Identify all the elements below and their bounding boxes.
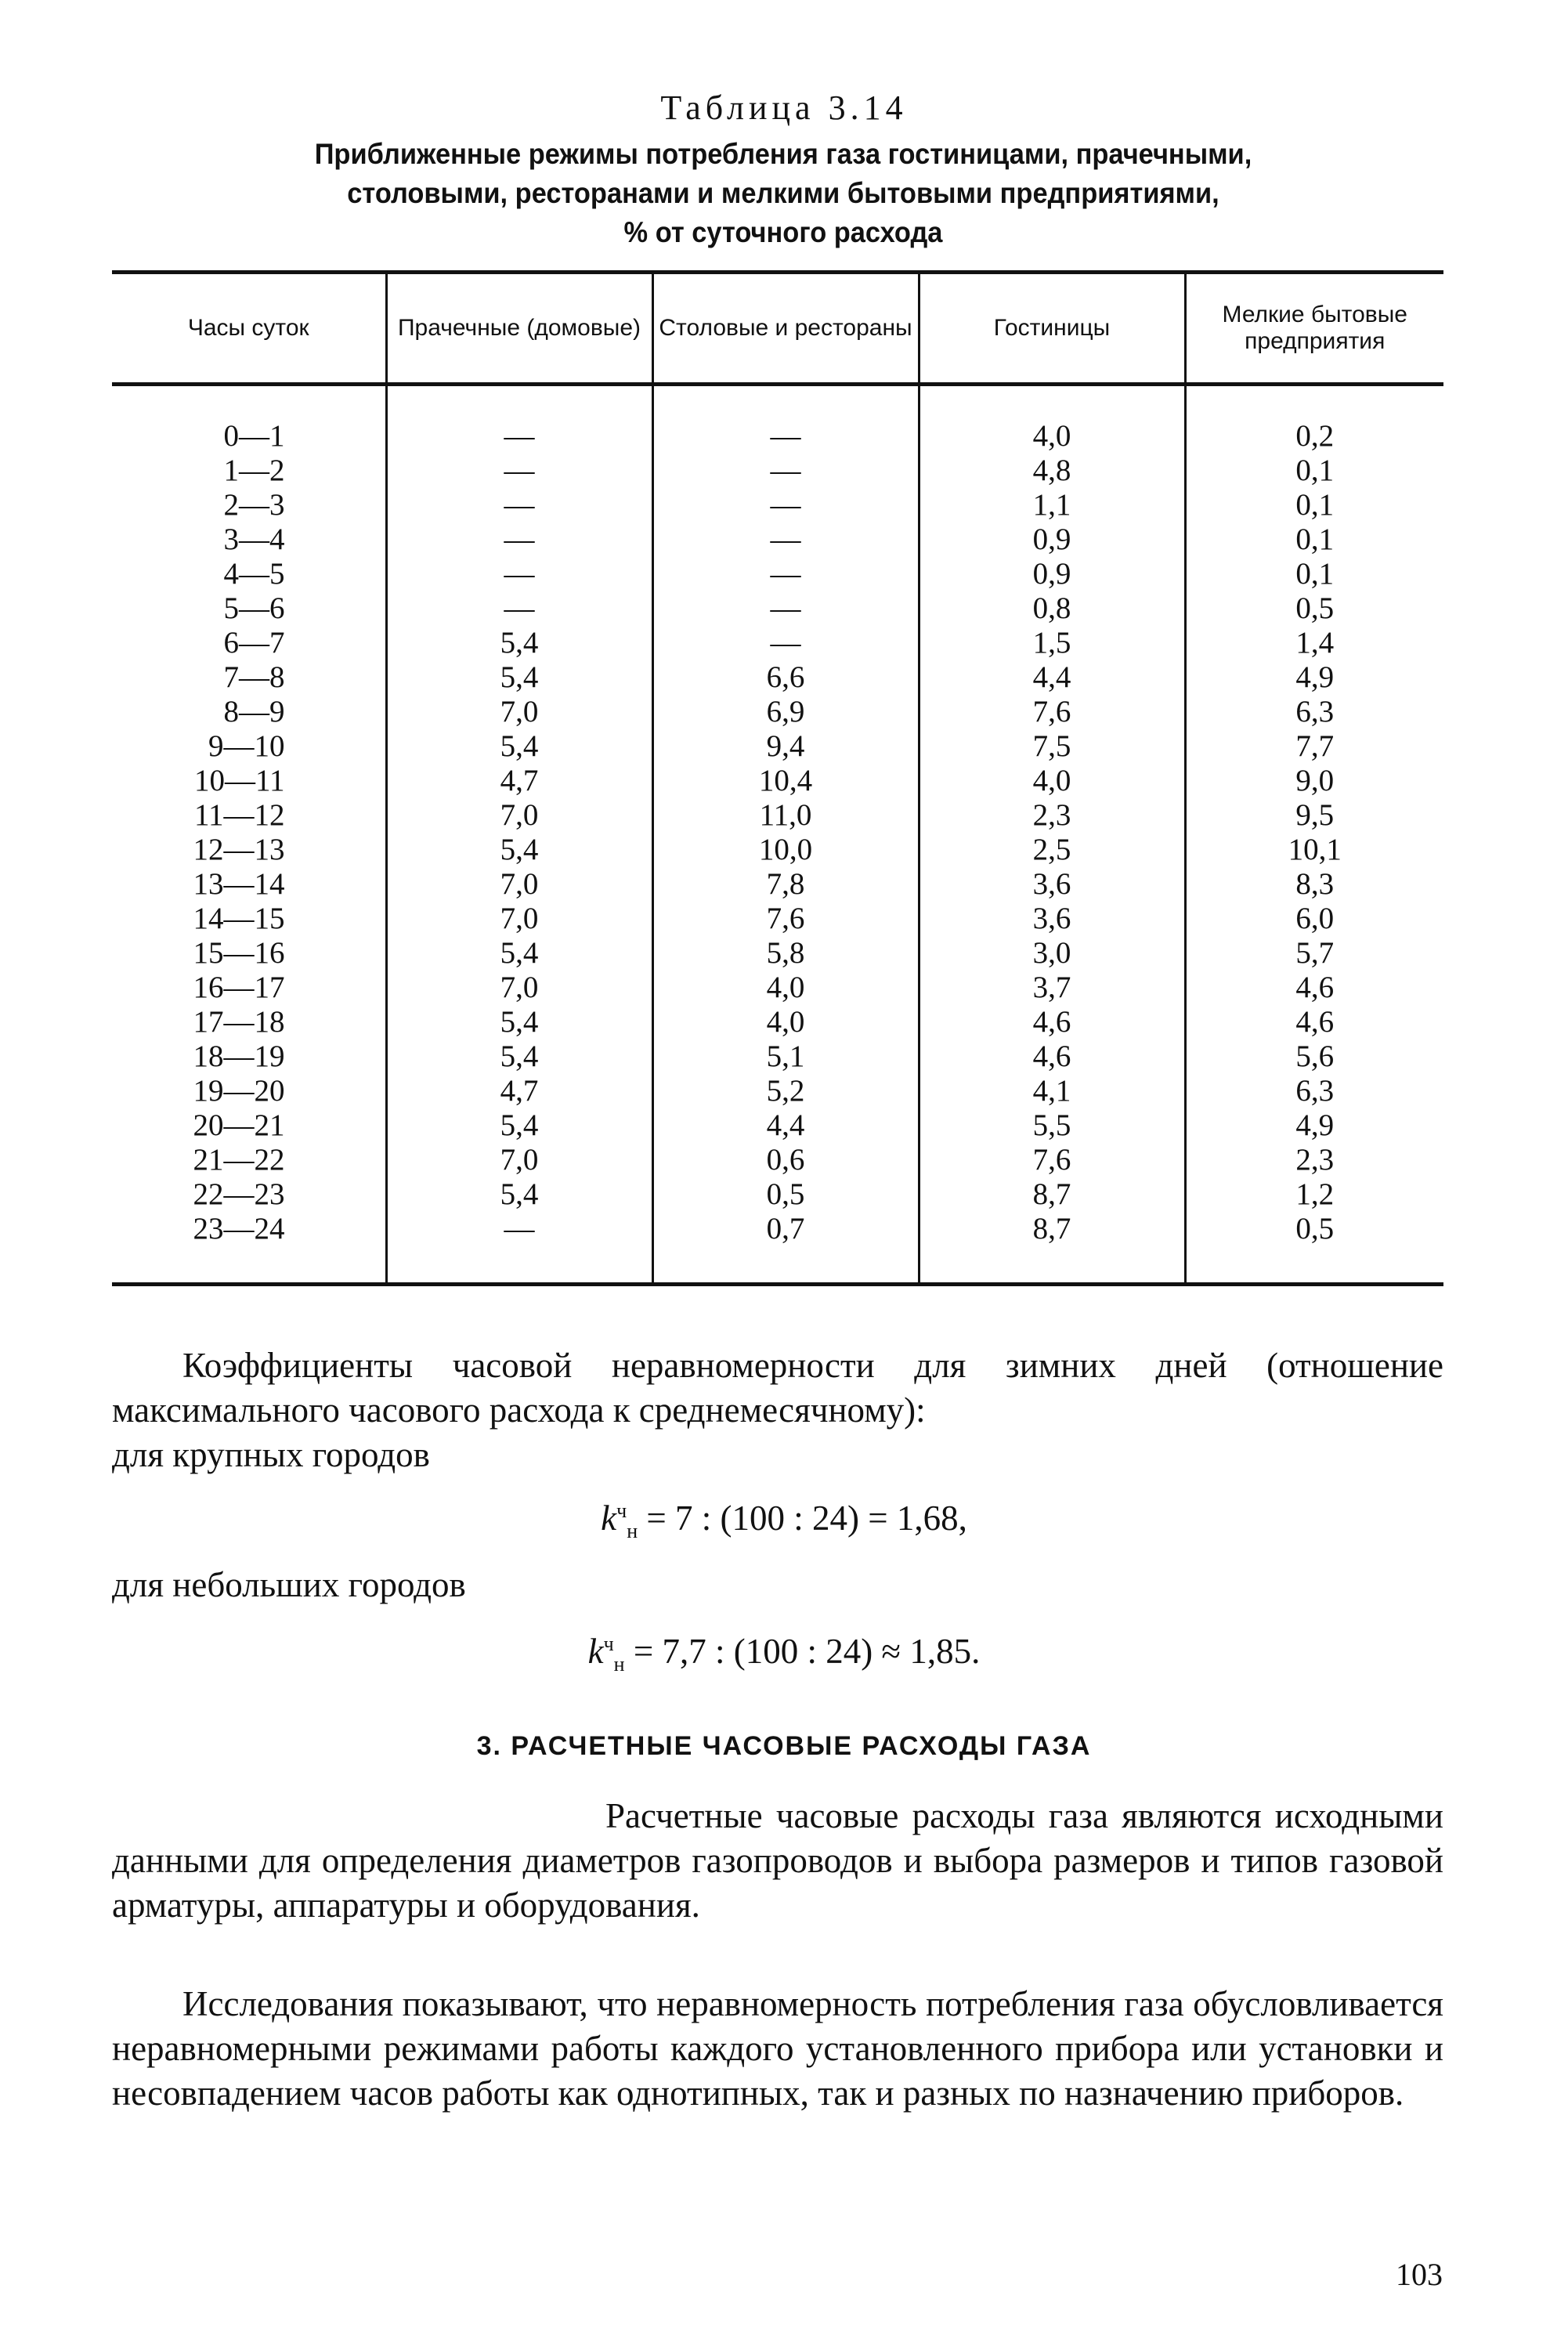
cell-hotels: 1,5 — [919, 626, 1185, 660]
cell-hotels: 4,6 — [919, 1039, 1185, 1074]
cell-small-enterprises: 4,9 — [1185, 1108, 1443, 1143]
cell-laundries: 4,7 — [386, 764, 652, 798]
cell-laundries: 7,0 — [386, 695, 652, 729]
table-caption — [201, 135, 1366, 252]
cell-hotels: 0,9 — [919, 557, 1185, 591]
cell-canteens: 0,5 — [652, 1177, 919, 1212]
caption-line: Приближенные режимы потребления газа гостиницами, прачечными, — [314, 138, 1252, 170]
cell-small-enterprises: 0,2 — [1185, 385, 1443, 454]
table-row — [112, 833, 1443, 867]
cell-hotels: 7,6 — [919, 1143, 1185, 1177]
table-header-row — [112, 273, 1443, 385]
cell-hours: 12—13 — [193, 833, 285, 866]
table-row — [112, 1143, 1443, 1177]
cell-canteens: 4,0 — [652, 1005, 919, 1039]
cell-canteens: 10,0 — [652, 833, 919, 867]
cell-laundries: 5,4 — [386, 1005, 652, 1039]
cell-hours: 1—2 — [223, 454, 285, 487]
cell-laundries: 5,4 — [386, 660, 652, 695]
formula-expression: = 7,7 : (100 : 24) ≈ 1,85. — [624, 1632, 981, 1671]
table-row — [112, 1212, 1443, 1285]
paragraph-design-flows: Расчетные часовые расходы газа являются исходными данными для определения диаметров газопроводов и выбора размеров и типов газовой арматуры, аппаратуры и оборудования. — [112, 1796, 1443, 1925]
cell-small-enterprises: 4,9 — [1185, 660, 1443, 695]
cell-hotels: 4,0 — [919, 385, 1185, 454]
cell-hours: 7—8 — [223, 660, 285, 694]
cell-hours: 4—5 — [223, 557, 285, 591]
cell-laundries: 7,0 — [386, 902, 652, 936]
table-label: Таблица 3.14 — [660, 89, 908, 127]
formula-superscript: ч — [616, 1499, 627, 1522]
cell-canteens: 4,4 — [652, 1108, 919, 1143]
cell-laundries: — — [386, 385, 652, 454]
table-row — [112, 660, 1443, 695]
cell-hotels: 1,1 — [919, 488, 1185, 522]
cell-small-enterprises: 9,5 — [1185, 798, 1443, 833]
cell-hotels: 2,5 — [919, 833, 1185, 867]
cell-laundries: 5,4 — [386, 626, 652, 660]
cell-hotels: 4,6 — [919, 1005, 1185, 1039]
coefficient-paragraph: Коэффициенты часовой неравномерности для зимних дней (отношение максимального часового расхода к среднемесячному): — [112, 1346, 1443, 1430]
formula-subscript: н — [613, 1653, 625, 1676]
cell-canteens: 9,4 — [652, 729, 919, 764]
cell-hotels: 7,6 — [919, 695, 1185, 729]
cell-laundries: 7,0 — [386, 798, 652, 833]
cell-canteens: — — [652, 626, 919, 660]
section-heading: 3. РАСЧЕТНЫЕ ЧАСОВЫЕ РАСХОДЫ ГАЗА — [476, 1731, 1092, 1761]
table-row — [112, 522, 1443, 557]
caption-line: % от суточного расхода — [623, 216, 943, 248]
cell-small-enterprises: 0,1 — [1185, 454, 1443, 488]
cell-hours: 2—3 — [223, 488, 285, 522]
cell-laundries: — — [386, 591, 652, 626]
cell-canteens: 10,4 — [652, 764, 919, 798]
large-cities-label: для крупных городов — [112, 1435, 430, 1474]
cell-hours: 14—15 — [193, 902, 285, 935]
cell-hours: 23—24 — [112, 1212, 386, 1285]
cell-small-enterprises: 5,7 — [1185, 936, 1443, 971]
cell-canteens: 5,1 — [652, 1039, 919, 1074]
formula-symbol: k — [601, 1499, 617, 1538]
formula-small-cities — [0, 1622, 1568, 1687]
cell-small-enterprises: 1,4 — [1185, 626, 1443, 660]
cell-canteens: 5,2 — [652, 1074, 919, 1108]
table-row — [112, 591, 1443, 626]
cell-canteens: — — [652, 488, 919, 522]
table-row — [112, 695, 1443, 729]
cell-laundries: 7,0 — [386, 1143, 652, 1177]
cell-hotels: 0,9 — [919, 522, 1185, 557]
cell-hours: 22—23 — [193, 1177, 285, 1211]
cell-hotels: 4,1 — [919, 1074, 1185, 1108]
cell-small-enterprises: 5,6 — [1185, 1039, 1443, 1074]
formula-superscript: ч — [603, 1632, 614, 1655]
cell-hotels: 0,8 — [919, 591, 1185, 626]
cell-hours: 5—6 — [223, 591, 285, 625]
cell-small-enterprises: 6,3 — [1185, 695, 1443, 729]
cell-hotels: 8,7 — [919, 1177, 1185, 1212]
cell-laundries: 7,0 — [386, 971, 652, 1005]
cell-hours: 17—18 — [193, 1005, 285, 1039]
cell-small-enterprises: 8,3 — [1185, 867, 1443, 902]
cell-hotels: 4,8 — [919, 454, 1185, 488]
table-body — [112, 385, 1443, 1285]
cell-hotels: 3,6 — [919, 867, 1185, 902]
header-small-enterprises: Мелкие бытовые предприятия — [1185, 273, 1443, 385]
caption-line: столовыми, ресторанами и мелкими бытовыми предприятиями, — [347, 177, 1219, 209]
cell-hotels: 8,7 — [919, 1212, 1185, 1285]
table-row — [112, 1108, 1443, 1143]
cell-small-enterprises: 0,1 — [1185, 557, 1443, 591]
cell-small-enterprises: 7,7 — [1185, 729, 1443, 764]
cell-canteens: 6,9 — [652, 695, 919, 729]
cell-hours: 9—10 — [208, 729, 285, 763]
cell-hotels: 4,0 — [919, 764, 1185, 798]
header-hours: Часы суток — [112, 273, 386, 385]
cell-laundries: — — [386, 1212, 652, 1285]
table-row — [112, 626, 1443, 660]
cell-laundries: 7,0 — [386, 867, 652, 902]
formula-large-cities — [0, 1488, 1568, 1553]
cell-canteens: 7,6 — [652, 902, 919, 936]
table-row — [112, 1074, 1443, 1108]
cell-laundries: 5,4 — [386, 729, 652, 764]
table-row — [112, 971, 1443, 1005]
cell-laundries: — — [386, 488, 652, 522]
cell-laundries: 4,7 — [386, 1074, 652, 1108]
header-laundries: Прачечные (домовые) — [386, 273, 652, 385]
cell-canteens: — — [652, 591, 919, 626]
header-canteens: Столовые и рестораны — [652, 273, 919, 385]
cell-canteens: 5,8 — [652, 936, 919, 971]
cell-laundries: — — [386, 557, 652, 591]
cell-laundries: 5,4 — [386, 936, 652, 971]
cell-small-enterprises: 9,0 — [1185, 764, 1443, 798]
cell-small-enterprises: 0,1 — [1185, 488, 1443, 522]
cell-hours: 18—19 — [193, 1039, 285, 1073]
table-row — [112, 385, 1443, 454]
cell-small-enterprises: 2,3 — [1185, 1143, 1443, 1177]
cell-hotels: 5,5 — [919, 1108, 1185, 1143]
cell-laundries: — — [386, 522, 652, 557]
cell-hotels: 4,4 — [919, 660, 1185, 695]
cell-canteens: 6,6 — [652, 660, 919, 695]
cell-small-enterprises: 4,6 — [1185, 1005, 1443, 1039]
cell-canteens: 0,7 — [652, 1212, 919, 1285]
cell-laundries: 5,4 — [386, 1177, 652, 1212]
table-row — [112, 1005, 1443, 1039]
cell-hotels: 3,0 — [919, 936, 1185, 971]
cell-hotels: 3,7 — [919, 971, 1185, 1005]
cell-small-enterprises: 10,1 — [1185, 833, 1443, 867]
cell-hotels: 2,3 — [919, 798, 1185, 833]
table-row — [112, 729, 1443, 764]
table-row — [112, 488, 1443, 522]
cell-hours: 21—22 — [193, 1143, 285, 1177]
table-row — [112, 764, 1443, 798]
cell-hours: 15—16 — [193, 936, 285, 970]
header-hotels: Гостиницы — [919, 273, 1185, 385]
cell-small-enterprises: 1,2 — [1185, 1177, 1443, 1212]
cell-hotels: 3,6 — [919, 902, 1185, 936]
cell-canteens: 7,8 — [652, 867, 919, 902]
cell-canteens: — — [652, 454, 919, 488]
cell-hours: 3—4 — [223, 522, 285, 556]
cell-hours: 8—9 — [223, 695, 285, 728]
cell-small-enterprises: 4,6 — [1185, 971, 1443, 1005]
cell-canteens: 4,0 — [652, 971, 919, 1005]
table-row — [112, 1039, 1443, 1074]
formula-symbol: k — [587, 1632, 604, 1671]
cell-canteens: — — [652, 385, 919, 454]
cell-small-enterprises: 0,1 — [1185, 522, 1443, 557]
cell-canteens: 11,0 — [652, 798, 919, 833]
cell-hours: 10—11 — [193, 764, 285, 797]
cell-hotels: 7,5 — [919, 729, 1185, 764]
cell-canteens: — — [652, 522, 919, 557]
cell-small-enterprises: 0,5 — [1185, 1212, 1443, 1285]
table-row — [112, 798, 1443, 833]
table-row — [112, 902, 1443, 936]
cell-hours: 20—21 — [193, 1108, 285, 1142]
cell-hours: 0—1 — [223, 419, 285, 453]
cell-small-enterprises: 0,5 — [1185, 591, 1443, 626]
small-cities-label: для небольших городов — [112, 1565, 466, 1604]
cell-hours: 13—14 — [193, 867, 285, 901]
cell-hours: 16—17 — [193, 971, 285, 1004]
cell-canteens: — — [652, 557, 919, 591]
table-row — [112, 936, 1443, 971]
page-number: 103 — [1396, 2257, 1443, 2292]
cell-hours: 11—12 — [193, 798, 285, 832]
cell-canteens: 0,6 — [652, 1143, 919, 1177]
table-row — [112, 454, 1443, 488]
cell-laundries: 5,4 — [386, 1039, 652, 1074]
table-row — [112, 1177, 1443, 1212]
cell-small-enterprises: 6,0 — [1185, 902, 1443, 936]
formula-expression: = 7 : (100 : 24) = 1,68, — [638, 1499, 967, 1538]
cell-laundries: 5,4 — [386, 1108, 652, 1143]
paragraph-research: Исследования показывают, что неравномерность потребления газа обусловливается неравномерными режимами работы каждого установленного прибора или установки и несовпадением часов работы как однотипных, так и разных по назначению приборов. — [112, 1984, 1443, 2113]
cell-laundries: 5,4 — [386, 833, 652, 867]
cell-hours: 6—7 — [223, 626, 285, 660]
table-row — [112, 557, 1443, 591]
formula-subscript: н — [627, 1520, 638, 1542]
cell-hours: 19—20 — [193, 1074, 285, 1108]
cell-laundries: — — [386, 454, 652, 488]
gas-consumption-table — [112, 270, 1443, 1286]
table-row — [112, 867, 1443, 902]
cell-small-enterprises: 6,3 — [1185, 1074, 1443, 1108]
